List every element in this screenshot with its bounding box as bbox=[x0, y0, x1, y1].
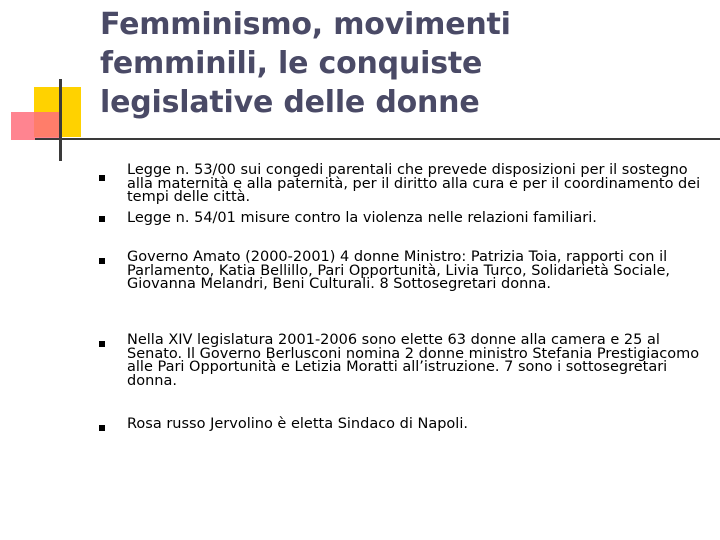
list-item-text: Legge n. 54/01 misure contro la violenza nelle relazioni familiari. bbox=[127, 210, 597, 226]
slide-title-line: femminili, le conquiste bbox=[100, 46, 483, 81]
list-item-text: Nella XIV legislatura 2001-2006 sono elette 63 donne alla camera e 25 al Senato. Il Governo Berlusconi nomina 2 donne ministro Stefania Prestigiacomo alle Pari Opportunità e Letizia Moratti all’istruzione. 7 sono i sottosegretari donna. bbox=[127, 332, 700, 389]
square-bullet-icon bbox=[99, 425, 105, 431]
square-bullet-icon bbox=[99, 216, 105, 222]
list-item-text: Rosa russo Jervolino è eletta Sindaco di Napoli. bbox=[127, 416, 468, 432]
title-underline-rule bbox=[35, 138, 720, 140]
list-item-text: Legge n. 53/00 sui congedi parentali che prevede disposizioni per il sostegno alla maternità e alla paternità, per il diritto alla cura e per il coordinamento dei tempi delle città. bbox=[127, 162, 701, 205]
slide-title-line: Femminismo, movimenti bbox=[100, 7, 511, 42]
square-bullet-icon bbox=[99, 341, 105, 347]
list-item-text: Governo Amato (2000-2001) 4 donne Ministro: Patrizia Toia, rapporti con il Parlamento, Katia Bellillo, Pari Opportunità, Livia Turco, Solidarietà Sociale, Giovanna Melandri, Beni Culturali. 8 Sottosegretari donna. bbox=[127, 249, 671, 292]
decorative-red-square bbox=[11, 112, 59, 140]
square-bullet-icon bbox=[99, 175, 105, 181]
slide-title bbox=[100, 5, 700, 122]
square-bullet-icon bbox=[99, 258, 105, 264]
slide-title-line: legislative delle donne bbox=[100, 85, 480, 120]
decorative-vertical-rule bbox=[59, 79, 62, 161]
